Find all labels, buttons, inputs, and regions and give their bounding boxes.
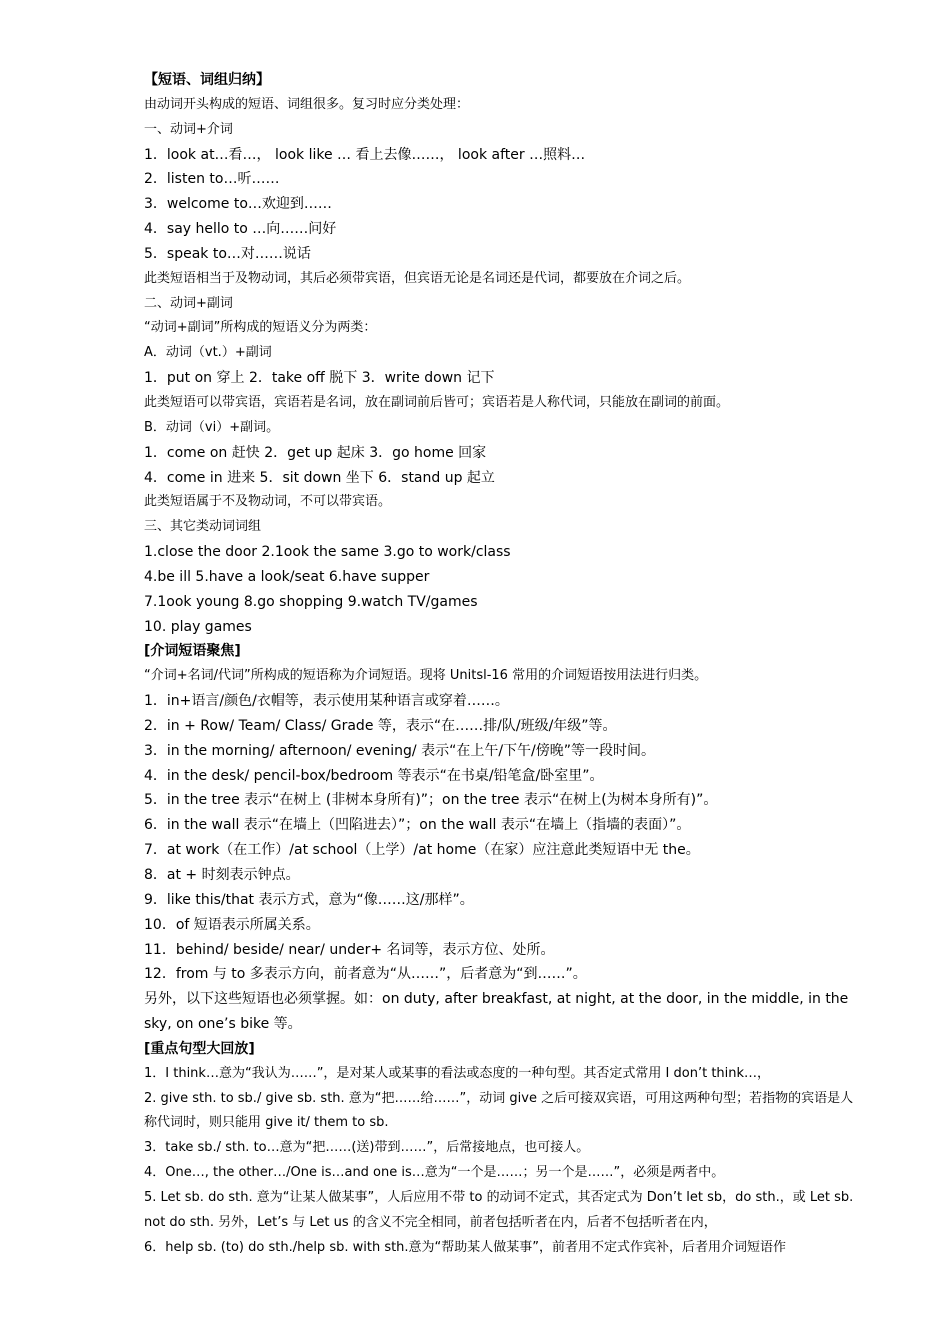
list-item: 1．in+语言/颜色/衣帽等，表示使用某种语言或穿着……。 [144, 693, 509, 710]
list-item: 3．welcome to…欢迎到…… [144, 196, 332, 213]
list-item: 2．listen to…听…… [144, 171, 280, 188]
paragraph: 此类短语可以带宾语，宾语若是名词，放在副词前后皆可；宾语若是人称代词，只能放在副词的前面。 [144, 394, 730, 410]
list-item: 1.close the door 2.1ook the same 3.go to work/class [144, 544, 511, 561]
list-item: 10. play games [144, 618, 252, 635]
list-item: 9．like this/that 表示方式，意为“像……这/那样”。 [144, 891, 474, 908]
list-item: 1．I think…意为“我认为……”，是对某人或某事的看法或态度的一种句型。其否定式常用 I don’t think…， [144, 1065, 771, 1081]
list-item: 2．in + Row/ Team/ Class/ Grade 等，表示“在……排/队/班级/年级”等。 [144, 717, 617, 734]
subheading: 一、动词+介词 [144, 121, 233, 137]
list-item: 4．in the desk/ pencil-box/bedroom 等表示“在书桌/铅笔盒/卧室里”。 [144, 767, 604, 784]
subheading: B．动词（vi）+副词。 [144, 419, 280, 435]
list-item: 8．at + 时刻表示钟点。 [144, 867, 300, 883]
list-item: 1．look at…看…， look like … 看上去像……， look after …照料… [144, 146, 586, 163]
subheading: 二、动词+副词 [144, 295, 233, 311]
list-item: 7．at work（在工作）/at school（上学）/at home（在家）应注意此类短语中无 the。 [144, 842, 700, 859]
section-heading-sentence-patterns: [重点句型大回放] [144, 1040, 255, 1057]
list-item: 11．behind/ beside/ near/ under+ 名词等，表示方位、处所。 [144, 941, 555, 958]
list-item: 10．of 短语表示所属关系。 [144, 916, 320, 933]
list-item: 5．in the tree 表示“在树上 (非树本身所有)”；on the tree 表示“在树上(为树本身所有)”。 [144, 792, 718, 809]
list-item: 5．speak to…对……说话 [144, 245, 311, 262]
list-item: 3．take sb./ sth. to…意为“把……(送)带到……”，后常接地点，也可接人。 [144, 1140, 590, 1156]
paragraph: “动词+副词”所构成的短语义分为两类： [144, 320, 377, 336]
paragraph: 此类短语属于不及物动词，不可以带宾语。 [144, 494, 392, 510]
paragraph: 另外，以下这些短语也必须掌握。如：on duty, after breakfast, at night, at the door, in the middle, in the sky, on one’s bike 等。 [144, 991, 849, 1033]
list-item: 3．in the morning/ afternoon/ evening/ 表示“在上午/下午/傍晚”等一段时间。 [144, 742, 656, 759]
list-item: 6．help sb. (to) do sth./help sb. with sth.意为“帮助某人做某事”，前者用不定式作宾补，后者用介词短语作 [144, 1239, 787, 1255]
list-item: 1．put on 穿上 2．take off 脱下 3．write down 记下 [144, 370, 495, 387]
list-item: 1．come on 赶快 2．get up 起床 3．go home 回家 [144, 444, 487, 461]
list-item: 7.1ook young 8.go shopping 9.watch TV/games [144, 593, 478, 610]
list-item: 5. Let sb. do sth. 意为“让某人做某事”，人后应用不带 to 的动词不定式，其否定式为 Don’t let sb，do sth.，或 Let sb. not do sth. 另外，Let’s 与 Let us 的含义不完全相同，前者包括听者在内，后者不包括听者在内， [144, 1189, 854, 1230]
list-item: 6．in the wall 表示“在墙上（凹陷进去）”；on the wall 表示“在墙上（指墙的表面）”。 [144, 817, 691, 834]
paragraph: “介词+名词/代词”所构成的短语称为介词短语。现将 Unitsl-16 常用的介词短语按用法进行归类。 [144, 668, 708, 684]
subheading: A．动词（vt.）+副词 [144, 345, 272, 361]
list-item: 2. give sth. to sb./ give sb. sth. 意为“把……给……”，动词 give 之后可接双宾语，可用这两种句型；若指物的宾语是人称代词时，则只能用 give it/ them to sb. [144, 1090, 854, 1131]
list-item: 12．from 与 to 多表示方向，前者意为“从……”，后者意为“到……”。 [144, 966, 587, 983]
list-item: 4.be ill 5.have a look/seat 6.have supper [144, 568, 430, 585]
document-body [144, 68, 866, 1261]
list-item: 4．One…, the other…/One is…and one is…意为“一个是……；另一个是……”，必须是两者中。 [144, 1165, 725, 1181]
list-item: 4．say hello to …向……问好 [144, 221, 337, 238]
section-heading-prepositions: [介词短语聚焦] [144, 643, 241, 660]
section-heading-phrases: 【短语、词组归纳】 [144, 72, 270, 88]
list-item: 4．come in 进来 5．sit down 坐下 6．stand up 起立 [144, 469, 495, 486]
paragraph: 此类短语相当于及物动词，其后必须带宾语，但宾语无论是名词还是代词，都要放在介词之后。 [144, 270, 691, 286]
paragraph: 由动词开头构成的短语、词组很多。复习时应分类处理： [144, 96, 470, 112]
subheading: 三、其它类动词词组 [144, 519, 262, 535]
